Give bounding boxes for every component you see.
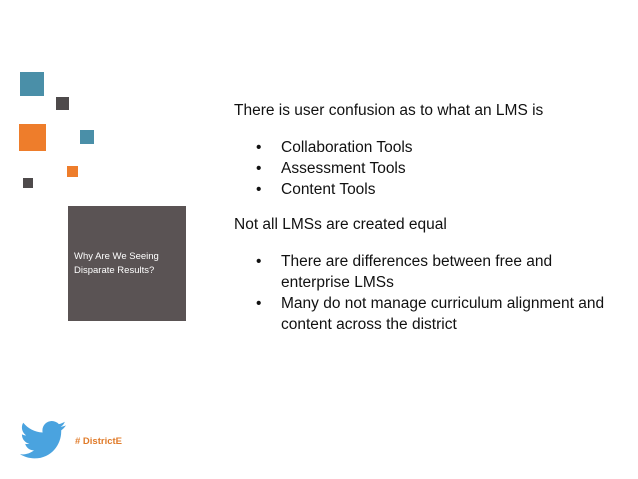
slide-content [234, 100, 624, 335]
list-item-text: Content Tools [281, 181, 376, 198]
lms-differences-list [234, 251, 624, 335]
decor-square-dark-1 [56, 97, 69, 110]
list-item-text: Collaboration Tools [281, 139, 413, 156]
bullet-glyph: • [256, 181, 262, 198]
list-item-text: There are differences between free and enterprise LMSs [281, 253, 553, 291]
decor-square-teal-small [80, 130, 94, 144]
tool-types-list [234, 137, 624, 200]
bullet-glyph: • [256, 160, 262, 177]
decor-square-teal-large [20, 72, 44, 96]
list-item [234, 293, 624, 335]
decor-square-dark-2 [23, 178, 33, 188]
paragraph-user-confusion: There is user confusion as to what an LMS is [234, 102, 544, 119]
list-item [234, 179, 624, 200]
twitter-bird-icon [20, 420, 66, 460]
bullet-glyph: • [256, 295, 262, 312]
list-item [234, 158, 624, 179]
list-item-text: Assessment Tools [281, 160, 406, 177]
list-item [234, 137, 624, 158]
bullet-glyph: • [256, 253, 262, 270]
section-title: Why Are We Seeing Disparate Results? [74, 251, 159, 276]
hashtag-label: # DistrictE [75, 436, 122, 447]
section-title-box [68, 206, 186, 321]
decor-square-orange-small [67, 166, 78, 177]
bullet-glyph: • [256, 139, 262, 156]
list-item-text: Many do not manage curriculum alignment and content across the district [281, 295, 605, 333]
decor-square-orange-large [19, 124, 46, 151]
paragraph-not-equal: Not all LMSs are created equal [234, 216, 447, 233]
list-item [234, 251, 624, 293]
